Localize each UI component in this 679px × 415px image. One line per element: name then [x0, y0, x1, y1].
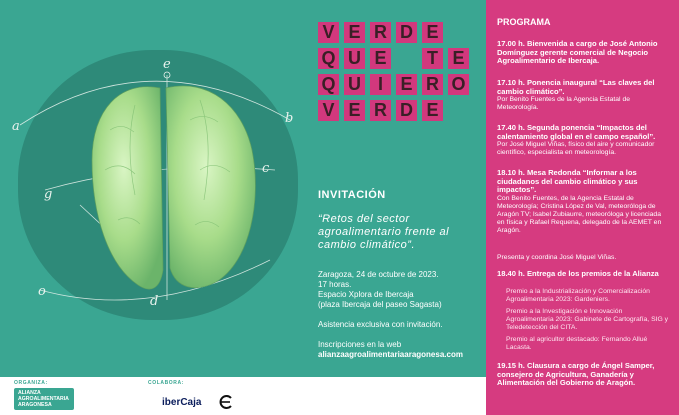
- program-item: [497, 169, 669, 235]
- alianza-logo-line: ARAGONESA: [18, 402, 52, 408]
- title-space: [396, 48, 417, 69]
- title-letter: U: [344, 48, 365, 69]
- program-item: [497, 254, 669, 262]
- event-date: Zaragoza, 24 de octubre de 2023.: [318, 270, 439, 279]
- title-letter: E: [422, 22, 443, 43]
- title-letter: I: [370, 74, 391, 95]
- title-letter: E: [396, 74, 417, 95]
- title-letter: R: [370, 22, 391, 43]
- title-letter: Q: [318, 74, 339, 95]
- title-row-4: [318, 100, 443, 121]
- colabora-label: COLABORA:: [148, 380, 184, 386]
- program-item-head: 17.40 h. Segunda ponencia “Impactos del calentamiento global en el campo español”.: [497, 123, 656, 141]
- event-info: [318, 270, 488, 310]
- program-title: PROGRAMA: [497, 17, 551, 27]
- title-letter: R: [370, 100, 391, 121]
- invitation-heading: INVITACIÓN: [318, 189, 386, 201]
- cabbage-right-half: [166, 86, 255, 288]
- program-item-head: 17.10 h. Ponencia inaugural “Las claves del cambio climático”.: [497, 78, 655, 96]
- alianza-logo-line: ALIANZA: [18, 390, 41, 396]
- footer: [0, 375, 486, 415]
- program-panel: [486, 0, 679, 415]
- program-item: [497, 270, 669, 279]
- title-letter: T: [422, 48, 443, 69]
- prize-item: Premio al agricultor destacado: Fernando Allué Lacasta.: [506, 336, 648, 351]
- program-item-head: 18.10 h. Mesa Redonda “Informar a los ciudadanos del cambio climático y sus impactos”.: [497, 168, 638, 194]
- title-letter: E: [344, 22, 365, 43]
- program-item-head: 19.15 h. Clausura a cargo de Ángel Samper, consejero de Agricultura, Ganadería y Alimentación del Gobierno de Aragón.: [497, 361, 655, 387]
- organiza-label: ORGANIZA:: [14, 380, 48, 386]
- program-item: [497, 124, 669, 157]
- title-letter: E: [344, 100, 365, 121]
- program-item-head: 18.40 h. Entrega de los premios de la Alianza: [497, 269, 659, 278]
- title-row-2: [318, 48, 469, 69]
- program-item-sub: Presenta y coordina José Miguel Viñas.: [497, 254, 617, 261]
- art-letter-b: b: [285, 111, 294, 126]
- program-item: [497, 362, 669, 388]
- title-letter: E: [448, 48, 469, 69]
- title-row-3: [318, 74, 469, 95]
- title-letter: Q: [318, 48, 339, 69]
- alianza-logo: [14, 388, 74, 410]
- title-letter: E: [422, 100, 443, 121]
- prize-item: Premio a la Investigación e Innovación Agroalimentaria 2023: Gabinete de Cartografía, SIG y Teledetección del CITA.: [506, 308, 669, 331]
- art-letter-o: o: [38, 284, 46, 299]
- title-letter: U: [344, 74, 365, 95]
- art-letter-d: d: [150, 294, 159, 309]
- program-item: [497, 79, 669, 112]
- art-letter-c: c: [262, 161, 270, 176]
- event-time: 17 horas.: [318, 280, 352, 289]
- cabbage-illustration: [0, 0, 300, 375]
- invitation-quote: “Retos del sector agroalimentario frente al cambio climático”.: [318, 213, 450, 251]
- partner-logo-icon: [218, 395, 234, 409]
- alianza-logo-line: AGROALIMENTARIA: [18, 396, 69, 402]
- title-row-1: [318, 22, 443, 43]
- registration-label: Inscripciones en la web: [318, 340, 402, 349]
- program-item-sub: Por Benito Fuentes de la Agencia Estatal de Meteorología.: [497, 96, 631, 111]
- title-letter: V: [318, 100, 339, 121]
- prize-item: Premio a la Industrialización y Comercialización Agroalimentaria 2023: Gardeniers.: [506, 288, 650, 303]
- art-panel: [0, 0, 300, 375]
- art-letter-a: a: [12, 119, 20, 134]
- program-item-sub: Con Benito Fuentes, de la Agencia Estatal de Meteorología; Cristina López de Val, meteoróloga de Aragón TV; Isabel Zubiaurre, meteoróloga y licenciada en física y Rafael Requena, delegado de la AEMET en Aragón.: [497, 194, 662, 234]
- cabbage-left-half: [92, 87, 163, 289]
- footer-divider: [0, 375, 486, 377]
- title-letter: D: [396, 22, 417, 43]
- title-letter: O: [448, 74, 469, 95]
- event-venue-detail: (plaza Ibercaja del paseo Sagasta): [318, 300, 442, 309]
- registration-link[interactable]: alianzaagroalimentariaaragonesa.com: [318, 350, 463, 359]
- title-letter: E: [370, 48, 391, 69]
- title-letter: D: [396, 100, 417, 121]
- registration: [318, 340, 463, 360]
- ibercaja-logo: iberCaja: [162, 397, 202, 408]
- title-letter: R: [422, 74, 443, 95]
- program-item-sub: Por José Miguel Viñas, físico del aire y comunicador científico, especialista en meteorología.: [497, 141, 655, 156]
- program-item: [497, 40, 669, 66]
- program-item-head: 17.00 h. Bienvenida a cargo de José Antonio Domínguez gerente comercial de Negocio Agroalimentario de Ibercaja.: [497, 39, 658, 65]
- attendance-note: Asistencia exclusiva con invitación.: [318, 320, 443, 329]
- event-venue: Espacio Xplora de Ibercaja: [318, 290, 414, 299]
- art-letter-g: g: [44, 187, 53, 202]
- art-letter-e: e: [163, 57, 171, 72]
- title-letter: V: [318, 22, 339, 43]
